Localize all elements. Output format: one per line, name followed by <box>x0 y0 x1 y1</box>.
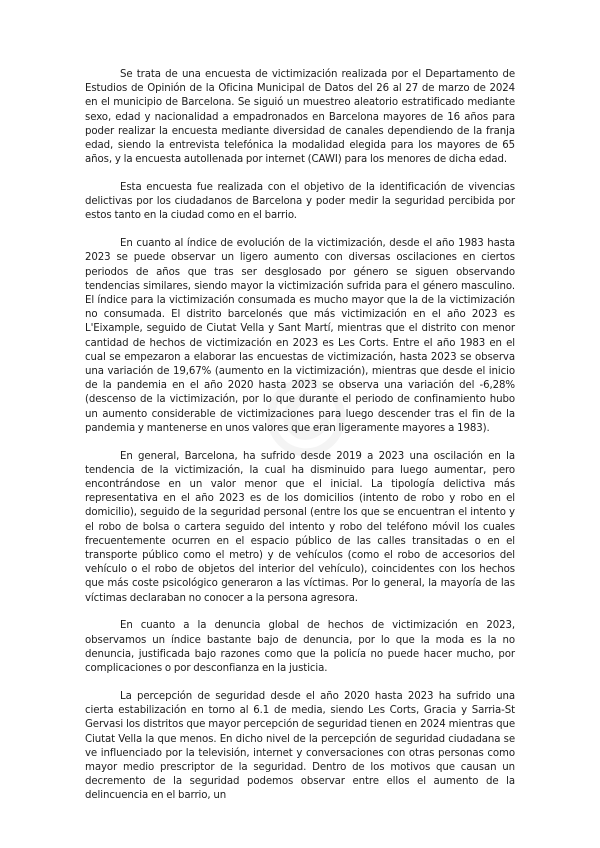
paragraph-crime-typology: En general, Barcelona, ha sufrido desde 2019 a 2023 una oscilación en la tendencia de la victimización, la cual ha disminuido para luego aumentar, pero encontrándose en un valor menor que el inicial. La tipología delictiva más representativa en el año 2023 es de los domicilios (intento de robo y robo en el domicilio), seguido de la seguridad personal (entre los que se encuentran el intento y el robo de bolsa o cartera seguido del intento y robo del teléfono móvil los cuales frecuentemente ocurren en el espacio público de las calles transitadas o en el transporte público como el metro) y de vehículos (como el robo de accesorios del vehículo o el robo de objetos del interior del vehículo), coincidentes con los hechos que más coste psicológico generaron a las víctimas. Por lo general, la mayoría de las víctimas declaraban no conocer a la persona agresora. <box>85 450 515 604</box>
paragraph-survey-method: Se trata de una encuesta de victimización realizada por el Departamento de Estudios de Opinión de la Oficina Municipal de Datos del 26 al 27 de marzo de 2024 en el municipio de Barcelona. Se siguió un muestreo aleatorio estratificado mediante sexo, edad y nacionalidad a empadronados en Barcelona mayores de 16 años para poder realizar la encuesta mediante diversidad de canales dependiendo de la franja edad, siendo la entrevista telefónica la modalidad elegida para los mayores de 65 años, y la encuesta autollenada por internet (CAWI) para los menores de dicha edad. <box>85 69 515 166</box>
paragraph-reporting: En cuanto a la denuncia global de hechos de victimización en 2023, observamos un índice bastante bajo de denuncia, por lo que la moda es la no denuncia, justificada bajo razones como que la policía no puede hacer mucho, por complicaciones o por desconfianza en la justicia. <box>85 620 515 675</box>
paragraph-victimization-evolution: En cuanto al índice de evolución de la victimización, desde el año 1983 hasta 2023 se puede observar un ligero aumento con diversas oscilaciones en ciertos periodos de años que tras ser desglosado por género se siguen observando tendencias similares, siendo mayor la victimización sufrida para el género masculino. El índice para la victimización consumada es mucho mayor que la de la victimización no consumada. El distrito barcelonés que más victimización en el año 2023 es L'Eixample, seguido de Ciutat Vella y Sant Martí, mientras que el distrito con menor cantidad de hechos de victimización en 2023 es Les Corts. Entre el año 1983 en el cual se empezaron a elaborar las encuestas de victimización, hasta 2023 se observa una variación de 19,67% (aumento en la victimización), mientras que desde el inicio de la pandemia en el año 2020 hasta 2023 se observa una variación del -6,28% (descenso de la victimización, por lo que durante el periodo de confinamiento hubo un aumento considerable de victimizaciones para luego descender tras el fin de la pandemia y mantenerse en unos valores que eran ligeramente mayores a 1983). <box>85 238 515 434</box>
paragraph-survey-objective: Esta encuesta fue realizada con el objetivo de la identificación de vivencias delictivas por los ciudadanos de Barcelona y poder medir la seguridad percibida por estos tanto en la ciudad como en el barrio. <box>85 182 515 222</box>
body-text <box>85 68 515 817</box>
paragraph-security-perception: La percepción de seguridad desde el año 2020 hasta 2023 ha sufrido una cierta estabilización en torno al 6.1 de media, siendo Les Corts, Gracia y Sarria-St Gervasi los distritos que mayor percepción de seguridad tienen en 2024 mientras que Ciutat Vella la que menos. En dicho nivel de la percepción de seguridad ciudadana se ve influenciado por la televisión, internet y conversaciones con otras personas como mayor medio prescriptor de la seguridad. Dentro de los motivos que causan un decremento de la seguridad podemos observar entre ellos el aumento de la delincuencia en el barrio, un <box>85 690 515 802</box>
